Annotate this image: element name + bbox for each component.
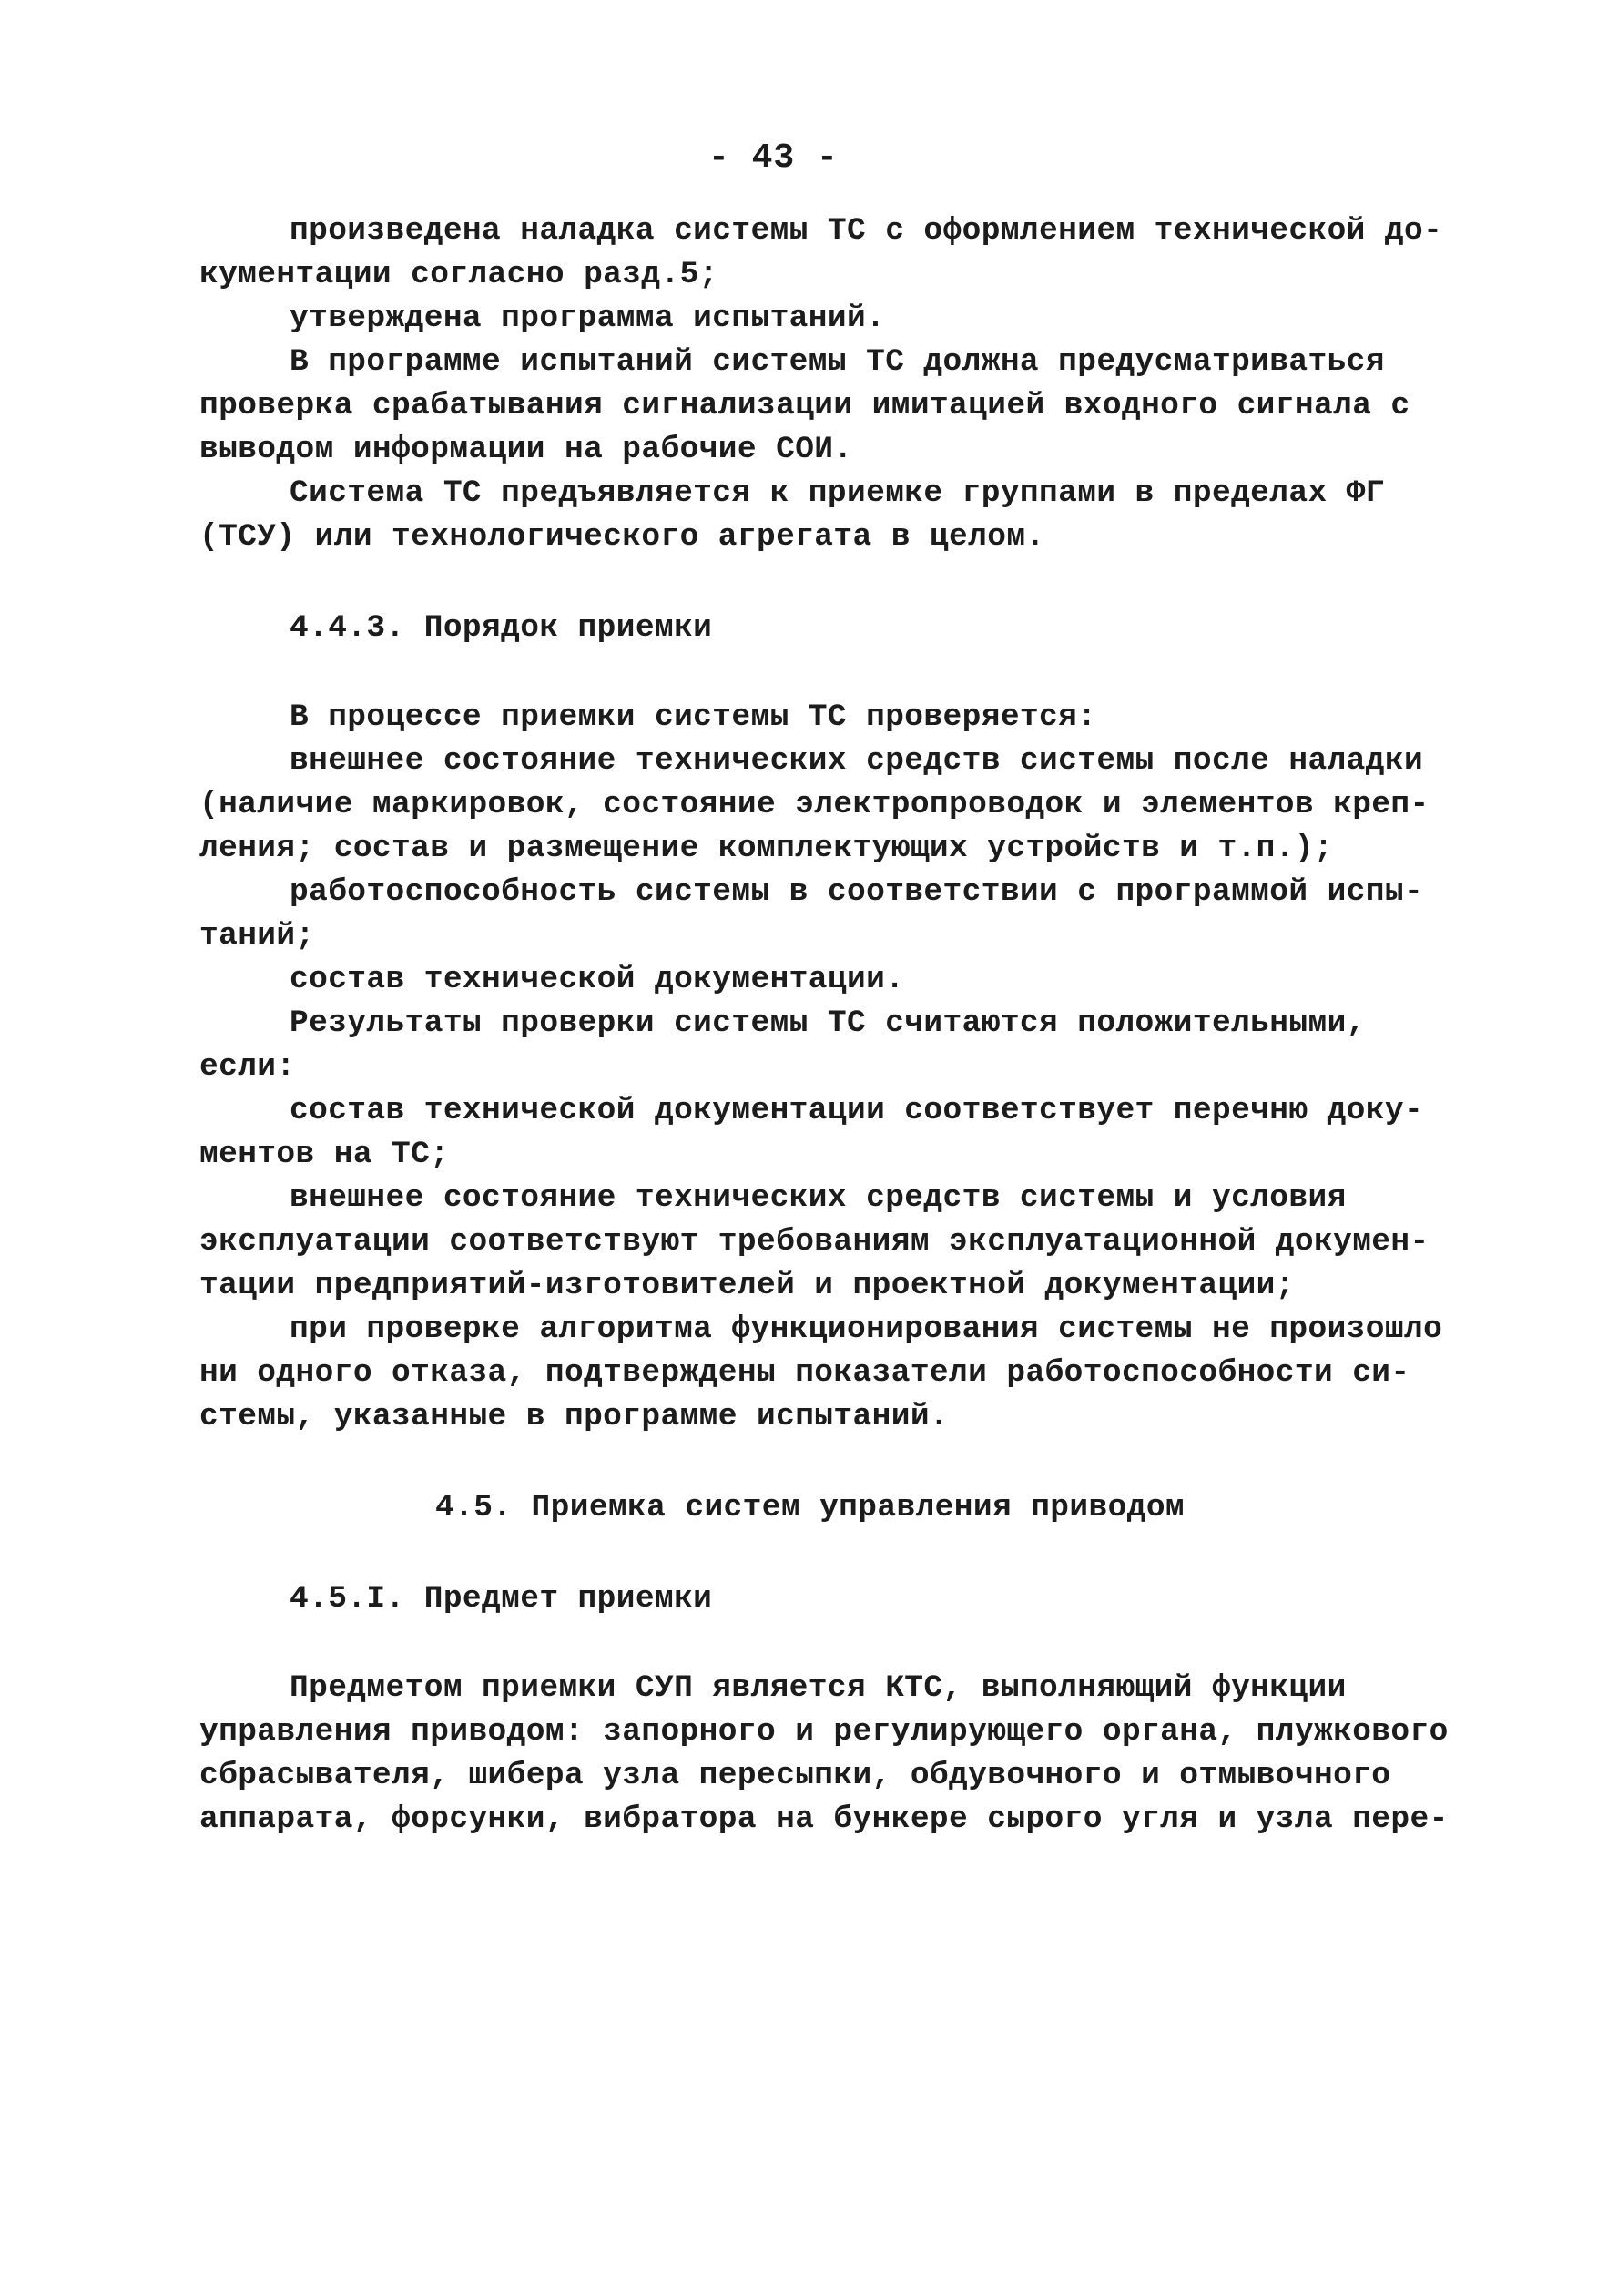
paragraph-line: сбрасывателя, шибера узла пересыпки, обдувочного и отмывочного (199, 1758, 1391, 1793)
page-number: - 43 - (708, 138, 839, 178)
paragraph-line: состав технической документации соответствует перечню доку- (290, 1093, 1424, 1128)
paragraph-line: Результаты проверки системы ТС считаются положительными, (290, 1005, 1366, 1041)
paragraph-line: утверждена программа испытаний. (290, 301, 886, 336)
paragraph-line: работоспособность системы в соответствии с программой испы- (290, 874, 1424, 910)
paragraph-line: выводом информации на рабочие СОИ. (199, 432, 853, 467)
paragraph-line: аппарата, форсунки, вибратора на бункере сырого угля и узла пере- (199, 1801, 1449, 1837)
paragraph-line: произведена наладка системы ТС с оформлением технической до- (290, 213, 1443, 249)
paragraph-line: если: (199, 1049, 296, 1085)
paragraph-line: Предметом приемки СУП является КТС, выполняющий функции (290, 1670, 1347, 1706)
paragraph-line: Система ТС предъявляется к приемке группами в пределах ФГ (290, 475, 1385, 511)
paragraph-line: ления; состав и размещение комплектующих устройств и т.п.); (199, 831, 1334, 866)
paragraph-line: ни одного отказа, подтверждены показатели работоспособности си- (199, 1355, 1410, 1391)
paragraph-line: внешнее состояние технических средств системы после наладки (290, 743, 1424, 779)
section-heading-4-5-1: 4.5.I. Предмет приемки (290, 1581, 713, 1617)
paragraph-line: тации предприятий-изготовителей и проектной документации; (199, 1268, 1295, 1303)
paragraph-line: внешнее состояние технических средств системы и условия (290, 1180, 1347, 1216)
paragraph-line: ментов на ТС; (199, 1137, 450, 1172)
section-heading-4-4-3: 4.4.3. Порядок приемки (290, 610, 713, 646)
paragraph-line: (ТСУ) или технологического агрегата в целом. (199, 519, 1045, 555)
paragraph-line: эксплуатации соответствуют требованиям эксплуатационной докумен- (199, 1224, 1430, 1260)
paragraph-line: В процессе приемки системы ТС проверяется: (290, 699, 1097, 735)
paragraph-line: при проверке алгоритма функционирования системы не произошло (290, 1311, 1443, 1347)
section-heading-4-5: 4.5. Приемка систем управления приводом (435, 1490, 1186, 1526)
paragraph-line: (наличие маркировок, состояние электропроводок и элементов креп- (199, 787, 1430, 822)
paragraph-line: стемы, указанные в программе испытаний. (199, 1399, 950, 1434)
paragraph-line: таний; (199, 918, 315, 954)
paragraph-line: кументации согласно разд.5; (199, 257, 718, 292)
paragraph-line: состав технической документации. (290, 962, 905, 997)
paragraph-line: В программе испытаний системы ТС должна предусматриваться (290, 344, 1385, 380)
paragraph-line: проверка срабатывания сигнализации имитацией входного сигнала с (199, 388, 1410, 423)
paragraph-line: управления приводом: запорного и регулирующего органа, плужкового (199, 1714, 1449, 1750)
